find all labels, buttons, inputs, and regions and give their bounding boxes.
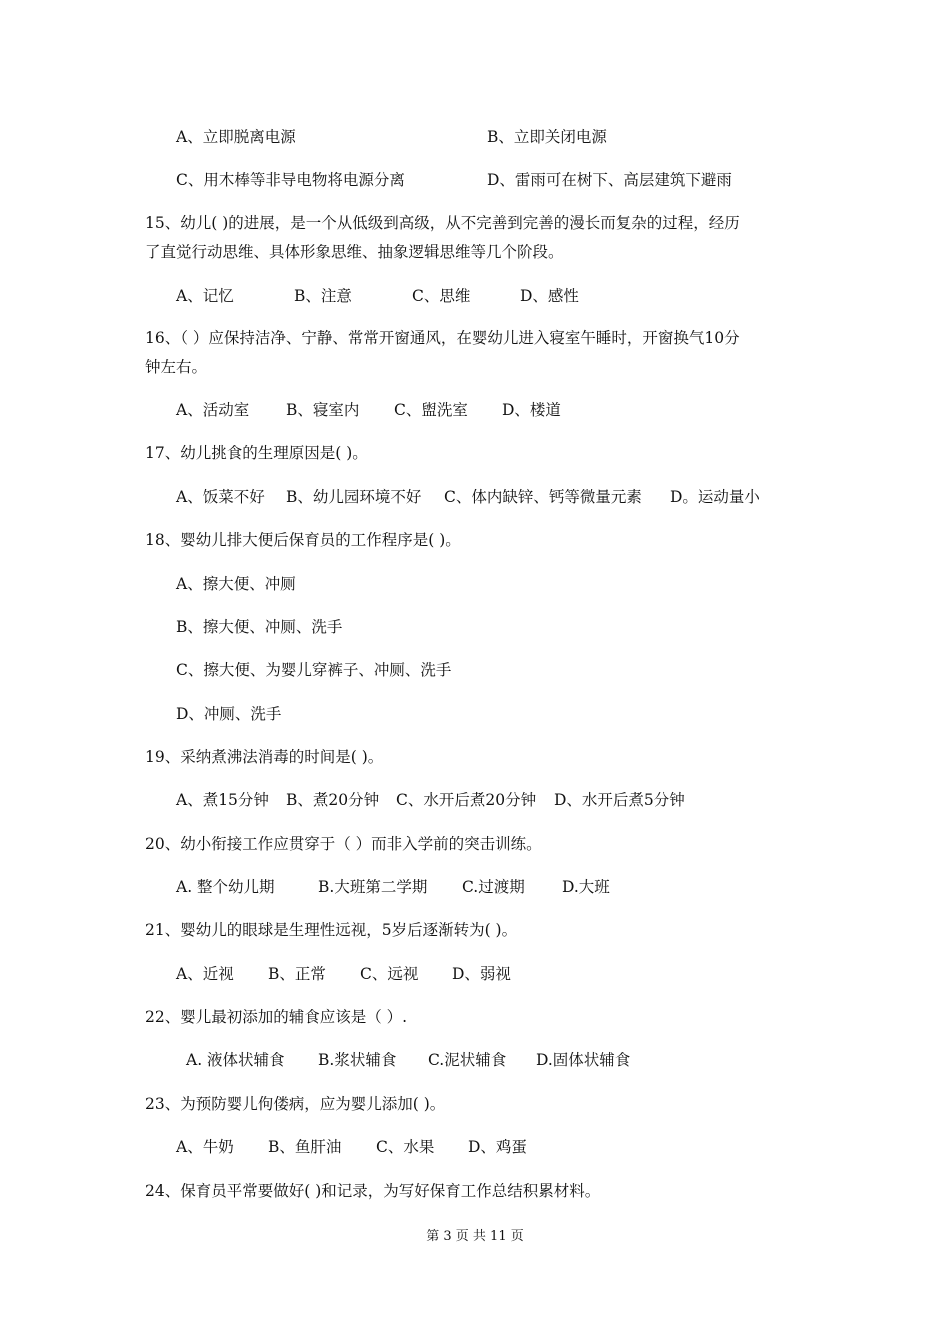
q15-option-d: D、感性: [520, 287, 579, 305]
q16-option-a: A、活动室: [176, 401, 250, 419]
q19-text: 19、采纳煮沸法消毒的时间是( )。: [145, 748, 384, 766]
q22-option-a: A. 液体状辅食: [186, 1051, 285, 1069]
q24-text: 24、保育员平常要做好( )和记录，为写好保育工作总结积累材料。: [145, 1182, 601, 1200]
q20-option-a: A. 整个幼儿期: [176, 878, 275, 896]
q23-option-b: B、鱼肝油: [268, 1138, 342, 1156]
q22-text: 22、婴儿最初添加的辅食应该是（ ）.: [145, 1008, 408, 1026]
q20-text: 20、幼小衔接工作应贯穿于（ ）而非入学前的突击训练。: [145, 835, 542, 853]
q22-option-d: D.固体状辅食: [536, 1051, 631, 1069]
q23-text: 23、为预防婴儿佝偻病，应为婴儿添加( )。: [145, 1095, 446, 1113]
q16-option-c: C、盥洗室: [394, 401, 468, 419]
page-footer: 第 3 页 共 11 页: [426, 1229, 524, 1244]
q15-text-line1: 15、幼儿( )的进展，是一个从低级到高级，从不完善到完善的漫长而复杂的过程，经历: [145, 214, 740, 232]
q18-text: 18、婴幼儿排大便后保育员的工作程序是( )。: [145, 531, 461, 549]
q14-option-c: C、用木棒等非导电物将电源分离: [176, 171, 405, 189]
q19-option-b: B、煮20分钟: [286, 791, 380, 809]
q15-option-a: A、记忆: [176, 287, 234, 305]
q21-option-c: C、远视: [360, 965, 419, 983]
q19-option-d: D、水开后煮5分钟: [554, 791, 685, 809]
q16-text-line1: 16、（ ）应保持洁净、宁静、常常开窗通风，在婴幼儿进入寝室午睡时，开窗换气10分: [145, 329, 740, 347]
q18-option-d: D、冲厕、洗手: [176, 705, 282, 723]
q15-option-b: B、注意: [294, 287, 352, 305]
q17-option-a: A、饭菜不好: [176, 488, 265, 506]
q14-option-b: B、立即关闭电源: [487, 128, 607, 146]
q23-option-c: C、水果: [376, 1138, 435, 1156]
q17-option-b: B、幼儿园环境不好: [286, 488, 422, 506]
q16-option-b: B、寝室内: [286, 401, 360, 419]
q20-option-c: C.过渡期: [462, 878, 525, 896]
q21-option-b: B、正常: [268, 965, 326, 983]
q15-option-c: C、思维: [412, 287, 471, 305]
q19-option-a: A、煮15分钟: [176, 791, 269, 809]
q16-text-line2: 钟左右。: [145, 358, 208, 376]
q20-option-d: D.大班: [562, 878, 610, 896]
q19-option-c: C、水开后煮20分钟: [396, 791, 537, 809]
q21-option-d: D、弱视: [452, 965, 511, 983]
q14-option-d: D、雷雨可在树下、高层建筑下避雨: [487, 171, 732, 189]
q21-option-a: A、近视: [176, 965, 234, 983]
q20-option-b: B.大班第二学期: [318, 878, 428, 896]
q17-option-c: C、体内缺锌、钙等微量元素: [444, 488, 642, 506]
q22-option-c: C.泥状辅食: [428, 1051, 507, 1069]
q22-option-b: B.浆状辅食: [318, 1051, 397, 1069]
q17-option-d: D。运动量小: [670, 488, 760, 506]
q14-option-a: A、立即脱离电源: [176, 128, 296, 146]
q23-option-d: D、鸡蛋: [468, 1138, 527, 1156]
q21-text: 21、婴幼儿的眼球是生理性远视，5岁后逐渐转为( )。: [145, 921, 518, 939]
q18-option-a: A、擦大便、冲厕: [176, 575, 296, 593]
q18-option-b: B、擦大便、冲厕、洗手: [176, 618, 343, 636]
q16-option-d: D、楼道: [502, 401, 561, 419]
q15-text-line2: 了直觉行动思维、具体形象思维、抽象逻辑思维等几个阶段。: [145, 243, 564, 261]
q23-option-a: A、牛奶: [176, 1138, 234, 1156]
q18-option-c: C、擦大便、为婴儿穿裤子、冲厕、洗手: [176, 661, 452, 679]
q17-text: 17、幼儿挑食的生理原因是( )。: [145, 444, 368, 462]
